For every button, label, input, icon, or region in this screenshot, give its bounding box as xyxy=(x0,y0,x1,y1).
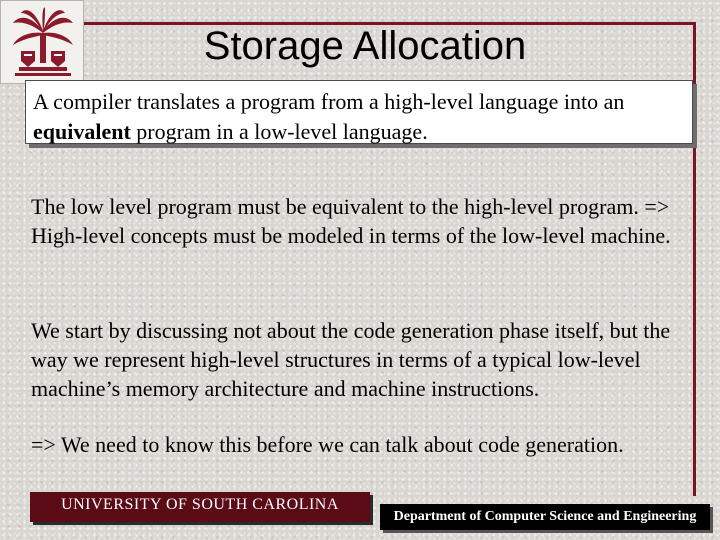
paragraph-conclusion: => We need to know this before we can talk about code generation. xyxy=(31,432,624,457)
department-footer-bar xyxy=(380,504,710,530)
palmetto-logo-icon xyxy=(0,0,84,84)
callout-line-1: A compiler translates a program from a high-level language into an xyxy=(33,89,625,114)
department-name: Department of Computer Science and Engineering xyxy=(393,509,697,524)
callout-line-2: program in a low-level language. xyxy=(130,119,428,144)
definition-callout-box xyxy=(25,80,693,144)
university-name: UNIVERSITY OF SOUTH CAROLINA xyxy=(61,496,339,513)
university-footer-bar xyxy=(30,492,370,522)
callout-emphasis-word: equivalent xyxy=(33,119,131,144)
page-title: Storage Allocation xyxy=(203,24,527,68)
paragraph-equivalence: The low level program must be equivalent to the high-level program. => High-level concepts must be modeled in terms of the low-level machine. xyxy=(31,194,671,248)
palmetto-tree-logo-icon xyxy=(1,1,85,85)
frame-right-rule xyxy=(693,22,696,496)
paragraph-representation: We start by discussing not about the code generation phase itself, but the way we represent high-level structures in terms of a typical low-level machine’s memory architecture and machine instructions. xyxy=(31,318,671,401)
